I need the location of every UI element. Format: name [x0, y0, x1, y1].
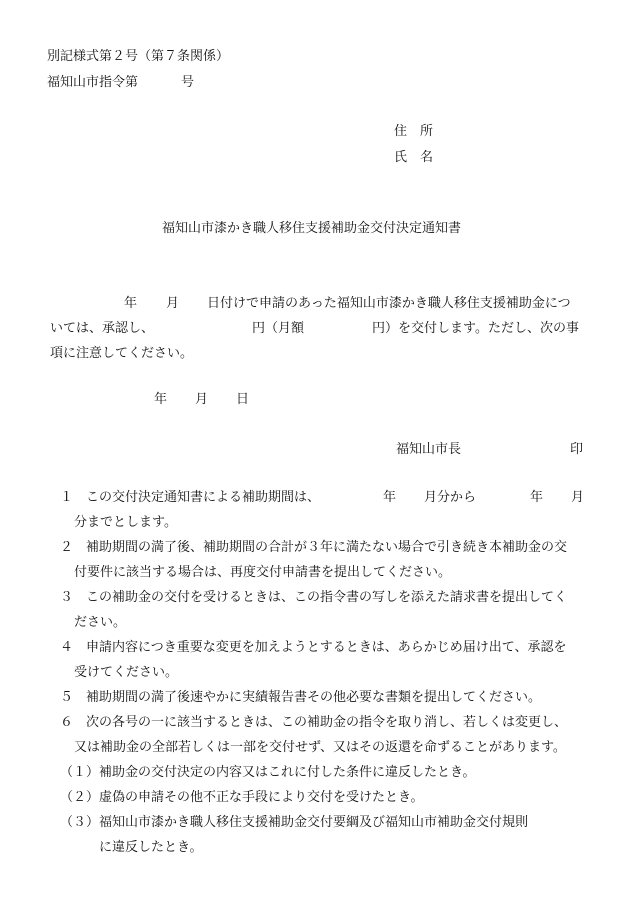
- note-5: ５ 補助期間の満了後速やかに実績報告書その他必要な書類を提出してください。: [60, 690, 542, 705]
- body-line-2a: いては、承認し、: [50, 321, 155, 336]
- note-1-month-from: 月分から: [424, 490, 477, 505]
- sub-item-3: （３）福知山市漆かき職人移住支援補助金交付要綱及び福知山市補助金交付規則: [60, 815, 529, 830]
- note-4-cont: 受けてください。: [74, 665, 179, 680]
- doc-number-prefix: 福知山市指令第: [47, 75, 139, 90]
- sub-item-3-cont: に違反したとき。: [99, 840, 203, 855]
- document-title: 福知山市漆かき職人移住支援補助金交付決定通知書: [162, 221, 462, 236]
- note-1: １ この交付決定通知書による補助期間は、: [60, 490, 321, 505]
- seal-mark: 印: [570, 442, 584, 457]
- note-3: ３ この補助金の交付を受けるときは、この指令書の写しを添えた請求書を提出してく: [60, 590, 568, 605]
- issuer-name: 福知山市長: [396, 442, 462, 457]
- body-year: 年: [124, 296, 138, 311]
- sub-item-1: （１）補助金の交付決定の内容又はこれに付した条件に違反したとき。: [60, 765, 476, 780]
- body-line-2b: 円（月額: [252, 321, 305, 336]
- note-2-cont: 付要件に該当する場合は、再度交付申請書を提出してください。: [74, 565, 452, 580]
- note-6: ６ 次の各号の一に該当するときは、この補助金の指令を取り消し、若しくは変更し、: [60, 715, 568, 730]
- body-line-3: 項に注意してください。: [50, 346, 194, 361]
- note-3-cont: ださい。: [74, 615, 127, 630]
- date-month: 月: [195, 392, 209, 407]
- note-1-month-b: 月: [571, 490, 585, 505]
- note-2: ２ 補助期間の満了後、補助期間の合計が３年に満たない場合で引き続き本補助金の交: [60, 540, 568, 555]
- sub-item-2: （２）虚偽の申請その他不正な手段により交付を受けたとき。: [60, 790, 424, 805]
- note-1-year-a: 年: [383, 490, 397, 505]
- body-line-2c: 円）を交付します。ただし、次の事: [372, 321, 579, 336]
- note-1-year-b: 年: [530, 490, 544, 505]
- body-line-1: 日付けで申請のあった福知山市漆かき職人移住支援補助金につ: [207, 296, 571, 311]
- note-1-cont: 分までとします。: [74, 515, 177, 530]
- date-year: 年: [154, 392, 168, 407]
- form-label: 別記様式第２号（第７条関係）: [47, 49, 230, 64]
- note-6-cont: 又は補助金の全部若しくは一部を交付せず、又はその返還を命ずることがあります。: [74, 740, 566, 755]
- note-4: ４ 申請内容につき重要な変更を加えようとするときは、あらかじめ届け出て、承認を: [60, 640, 567, 655]
- address-label: 住 所: [394, 124, 434, 139]
- name-label: 氏 名: [394, 150, 434, 165]
- date-day: 日: [236, 392, 250, 407]
- body-month: 月: [166, 296, 180, 311]
- doc-number-suffix: 号: [181, 75, 195, 90]
